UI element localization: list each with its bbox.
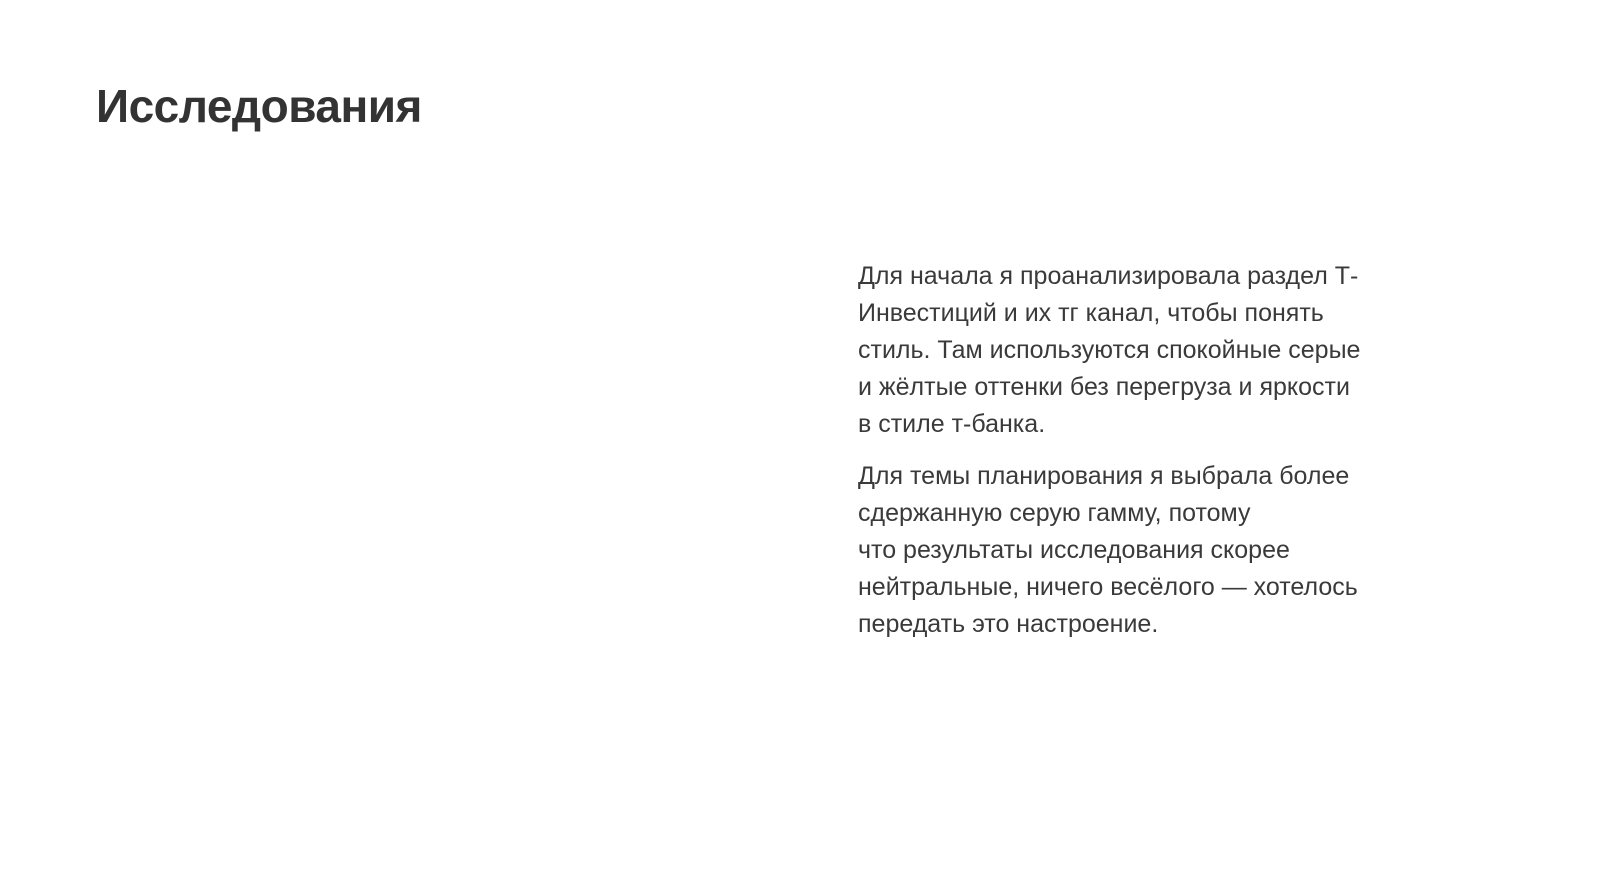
- text-line: что результаты исследования скорее: [858, 536, 1290, 564]
- paragraph-research: [858, 258, 1418, 443]
- text-line: передать это настроение.: [858, 610, 1159, 638]
- page-title: Исследования: [96, 80, 422, 132]
- text-line: и жёлтые оттенки без перегруза и яркости: [858, 373, 1350, 401]
- text-line: сдержанную серую гамму, потому: [858, 499, 1251, 527]
- text-line: стиль. Там используются спокойные серые: [858, 336, 1361, 364]
- text-line: Для темы планирования я выбрала более: [858, 462, 1350, 490]
- paragraph-palette: [858, 458, 1418, 643]
- text-line: в стиле т-банка.: [858, 410, 1046, 438]
- description-block: [858, 258, 1418, 658]
- text-line: Инвестиций и их тг канал, чтобы понять: [858, 299, 1324, 327]
- text-line: Для начала я проанализировала раздел Т-: [858, 262, 1359, 290]
- text-line: нейтральные, ничего весёлого — хотелось: [858, 573, 1358, 601]
